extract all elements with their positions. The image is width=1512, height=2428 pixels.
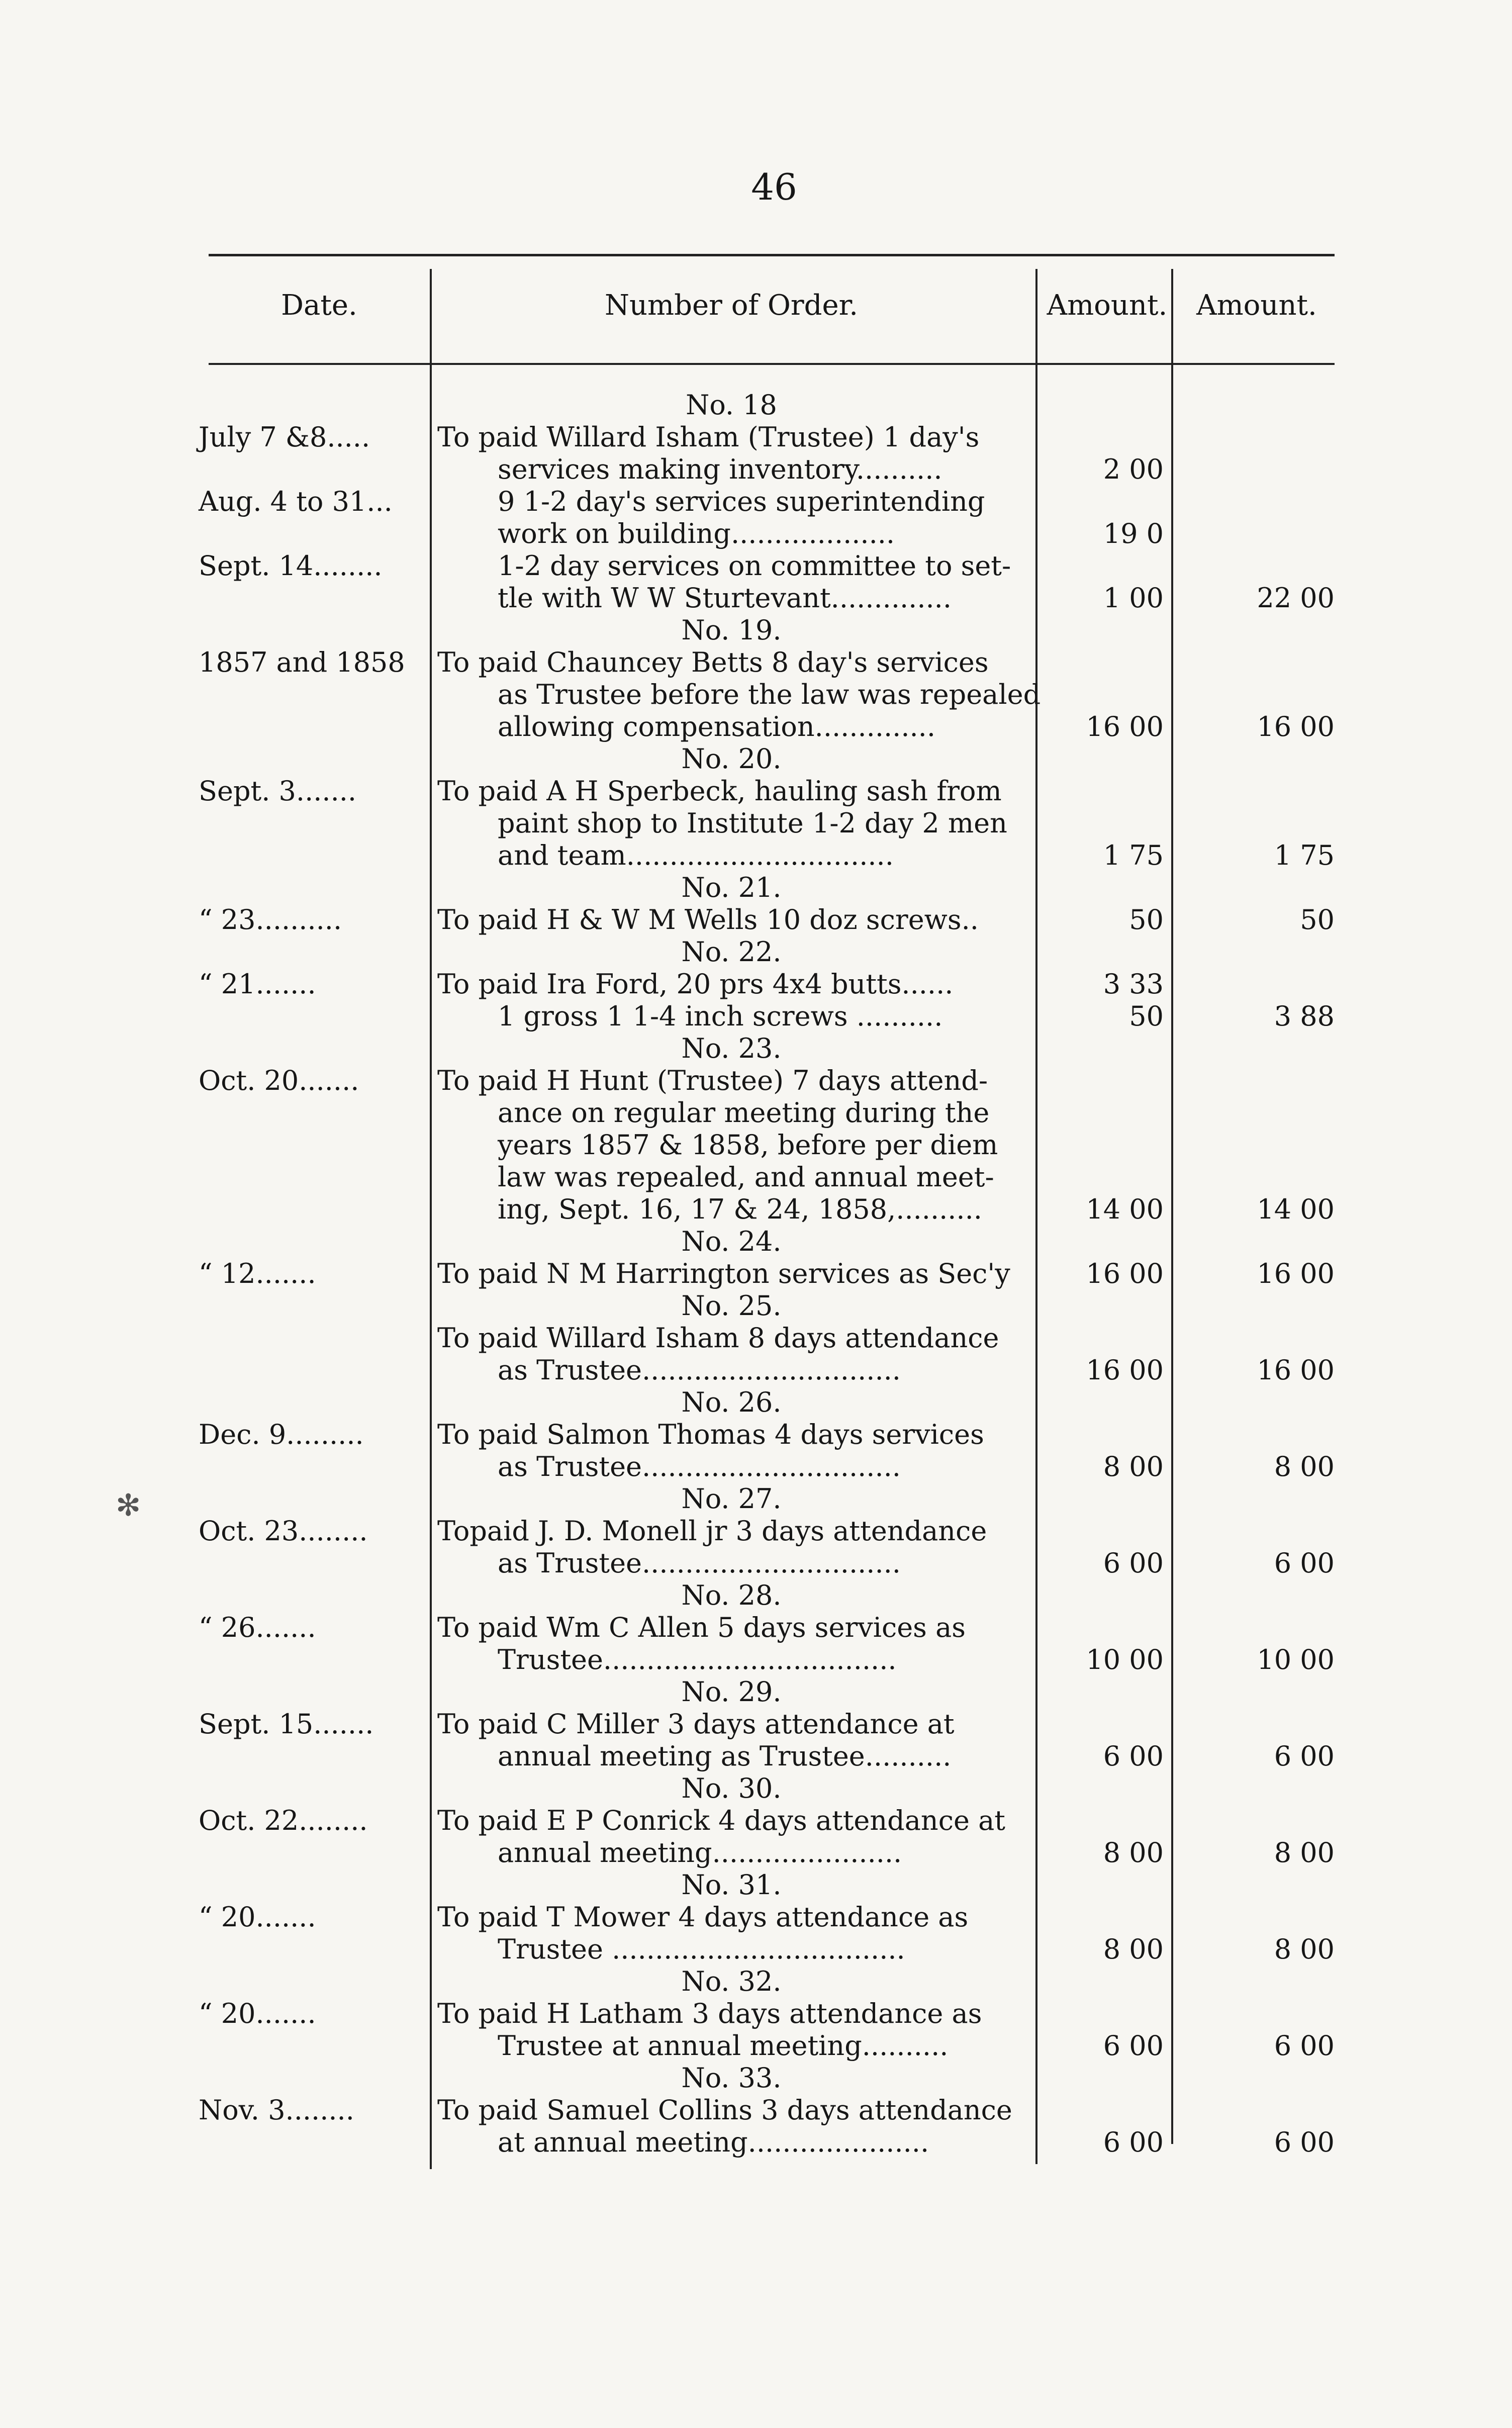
entry-description: To paid Samuel Collins 3 days attendance bbox=[437, 2094, 1012, 2126]
entry-description: as Trustee.............................. bbox=[498, 1354, 901, 1386]
header-amount-2: Amount. bbox=[1196, 289, 1317, 322]
entry-description: To paid E P Conrick 4 days attendance at bbox=[437, 1805, 1005, 1836]
entry-description: paint shop to Institute 1-2 day 2 men bbox=[498, 807, 1007, 839]
entry-date: Sept. 14........ bbox=[199, 550, 383, 582]
entry-description: ing, Sept. 16, 17 & 24, 1858,.......... bbox=[498, 1193, 982, 1225]
entry-date: Sept. 3....... bbox=[199, 775, 357, 807]
entry-description: as Trustee.............................. bbox=[498, 1547, 901, 1579]
entry-date: Oct. 22........ bbox=[199, 1805, 368, 1836]
entry-amount: 8 00 bbox=[1103, 1933, 1164, 1965]
entry-description: To paid N M Harrington services as Sec'y bbox=[437, 1258, 1010, 1289]
entry-description: To paid H Hunt (Trustee) 7 days attend- bbox=[437, 1065, 988, 1096]
entry-description: at annual meeting..................... bbox=[498, 2126, 929, 2158]
order-number: No. 30. bbox=[681, 1772, 782, 1804]
entry-date: Oct. 23........ bbox=[199, 1515, 368, 1547]
entry-total: 10 00 bbox=[1257, 1644, 1335, 1675]
page-number: 46 bbox=[751, 166, 797, 208]
entry-amount: 2 00 bbox=[1103, 453, 1164, 485]
entry-amount: 1 75 bbox=[1103, 839, 1164, 871]
entry-description: allowing compensation.............. bbox=[498, 711, 935, 742]
entry-date: Oct. 20....... bbox=[199, 1065, 359, 1096]
top-rule bbox=[209, 254, 1335, 256]
order-number: No. 18 bbox=[686, 389, 777, 421]
entry-total: 16 00 bbox=[1257, 711, 1335, 742]
entry-amount: 10 00 bbox=[1086, 1644, 1164, 1675]
entry-date: Dec. 9......... bbox=[199, 1419, 364, 1450]
entry-amount: 16 00 bbox=[1086, 1354, 1164, 1386]
entry-total: 6 00 bbox=[1274, 2030, 1335, 2062]
entry-amount: 50 bbox=[1129, 1000, 1164, 1032]
entry-description: 1-2 day services on committee to set- bbox=[498, 550, 1011, 582]
entry-total: 1 75 bbox=[1274, 839, 1335, 871]
entry-total: 6 00 bbox=[1274, 2126, 1335, 2158]
entry-amount: 6 00 bbox=[1103, 1740, 1164, 1772]
entry-description: Trustee.................................. bbox=[498, 1644, 897, 1675]
entry-amount: 6 00 bbox=[1103, 1547, 1164, 1579]
entry-description: services making inventory.......... bbox=[498, 453, 942, 485]
ink-blot: ✻ bbox=[116, 1488, 141, 1523]
order-number: No. 25. bbox=[681, 1290, 782, 1322]
header-amount-1: Amount. bbox=[1047, 289, 1168, 322]
entry-date: “ 12....... bbox=[199, 1258, 316, 1289]
entry-description: as Trustee.............................. bbox=[498, 1451, 901, 1482]
entry-date: “ 20....... bbox=[199, 1901, 316, 1933]
entry-total: 8 00 bbox=[1274, 1837, 1335, 1869]
order-number: No. 21. bbox=[681, 872, 782, 903]
entry-description: as Trustee before the law was repealed bbox=[498, 679, 1041, 710]
entry-total: 8 00 bbox=[1274, 1451, 1335, 1482]
entry-amount: 6 00 bbox=[1103, 2030, 1164, 2062]
entry-date: July 7 &8..... bbox=[199, 421, 370, 453]
entry-date: “ 23.......... bbox=[199, 904, 342, 936]
entry-total: 22 00 bbox=[1257, 582, 1335, 614]
entry-description: and team............................... bbox=[498, 839, 894, 871]
entry-description: work on building................... bbox=[498, 518, 895, 549]
entry-description: To paid Willard Isham (Trustee) 1 day's bbox=[437, 421, 980, 453]
entry-description: Trustee at annual meeting.......... bbox=[498, 2030, 949, 2062]
entry-description: Topaid J. D. Monell jr 3 days attendance bbox=[437, 1515, 987, 1547]
order-number: No. 31. bbox=[681, 1869, 782, 1901]
entry-date: Sept. 15....... bbox=[199, 1708, 374, 1740]
entry-description: To paid A H Sperbeck, hauling sash from bbox=[437, 775, 1002, 807]
entry-description: To paid C Miller 3 days attendance at bbox=[437, 1708, 955, 1740]
entry-description: To paid Chauncey Betts 8 day's services bbox=[437, 646, 989, 678]
entry-amount: 16 00 bbox=[1086, 711, 1164, 742]
entry-amount: 3 33 bbox=[1103, 968, 1164, 1000]
entry-amount: 1 00 bbox=[1103, 582, 1164, 614]
entry-total: 16 00 bbox=[1257, 1354, 1335, 1386]
entry-description: law was repealed, and annual meet- bbox=[498, 1161, 994, 1193]
header-date: Date. bbox=[281, 289, 357, 322]
order-number: No. 26. bbox=[681, 1386, 782, 1418]
column-divider-date bbox=[430, 269, 432, 2169]
entry-description: To paid T Mower 4 days attendance as bbox=[437, 1901, 969, 1933]
entry-description: tle with W W Sturtevant.............. bbox=[498, 582, 952, 614]
entry-date: “ 21....... bbox=[199, 968, 316, 1000]
order-number: No. 27. bbox=[681, 1483, 782, 1515]
entry-description: To paid Wm C Allen 5 days services as bbox=[437, 1612, 966, 1643]
entry-amount: 16 00 bbox=[1086, 1258, 1164, 1289]
entry-date: “ 20....... bbox=[199, 1998, 316, 2029]
entry-description: To paid Salmon Thomas 4 days services bbox=[437, 1419, 984, 1450]
entry-description: annual meeting as Trustee.......... bbox=[498, 1740, 952, 1772]
entry-description: To paid H & W M Wells 10 doz screws.. bbox=[437, 904, 979, 936]
entry-description: 1 gross 1 1-4 inch screws .......... bbox=[498, 1000, 943, 1032]
entry-description: 9 1-2 day's services superintending bbox=[498, 486, 985, 517]
entry-total: 8 00 bbox=[1274, 1933, 1335, 1965]
entry-total: 50 bbox=[1300, 904, 1335, 936]
entry-description: annual meeting...................... bbox=[498, 1837, 902, 1869]
order-number: No. 32. bbox=[681, 1966, 782, 1997]
entry-amount: 14 00 bbox=[1086, 1193, 1164, 1225]
header-order: Number of Order. bbox=[604, 289, 859, 322]
entry-amount: 19 0 bbox=[1103, 518, 1164, 549]
order-number: No. 28. bbox=[681, 1579, 782, 1611]
entry-amount: 8 00 bbox=[1103, 1451, 1164, 1482]
entry-description: To paid H Latham 3 days attendance as bbox=[437, 1998, 982, 2029]
order-number: No. 22. bbox=[681, 936, 782, 968]
entry-description: To paid Ira Ford, 20 prs 4x4 butts...... bbox=[437, 968, 954, 1000]
order-number: No. 20. bbox=[681, 743, 782, 775]
column-divider-amount bbox=[1171, 269, 1173, 2144]
entry-description: Trustee .................................. bbox=[498, 1933, 905, 1965]
order-number: No. 23. bbox=[681, 1033, 782, 1064]
entry-description: To paid Willard Isham 8 days attendance bbox=[437, 1322, 999, 1354]
entry-amount: 6 00 bbox=[1103, 2126, 1164, 2158]
entry-date: Nov. 3........ bbox=[199, 2094, 354, 2126]
entry-total: 16 00 bbox=[1257, 1258, 1335, 1289]
entry-amount: 8 00 bbox=[1103, 1837, 1164, 1869]
entry-date: Aug. 4 to 31... bbox=[199, 486, 393, 517]
order-number: No. 29. bbox=[681, 1676, 782, 1708]
entry-description: ance on regular meeting during the bbox=[498, 1097, 990, 1129]
entry-date: “ 26....... bbox=[199, 1612, 316, 1643]
entry-total: 14 00 bbox=[1257, 1193, 1335, 1225]
order-number: No. 19. bbox=[681, 614, 782, 646]
order-number: No. 33. bbox=[681, 2062, 782, 2094]
entry-total: 3 88 bbox=[1274, 1000, 1335, 1032]
entry-total: 6 00 bbox=[1274, 1547, 1335, 1579]
order-number: No. 24. bbox=[681, 1226, 782, 1257]
header-rule bbox=[209, 363, 1335, 365]
entry-date: 1857 and 1858 bbox=[199, 646, 405, 678]
entry-amount: 50 bbox=[1129, 904, 1164, 936]
entry-description: years 1857 & 1858, before per diem bbox=[498, 1129, 998, 1161]
entry-total: 6 00 bbox=[1274, 1740, 1335, 1772]
